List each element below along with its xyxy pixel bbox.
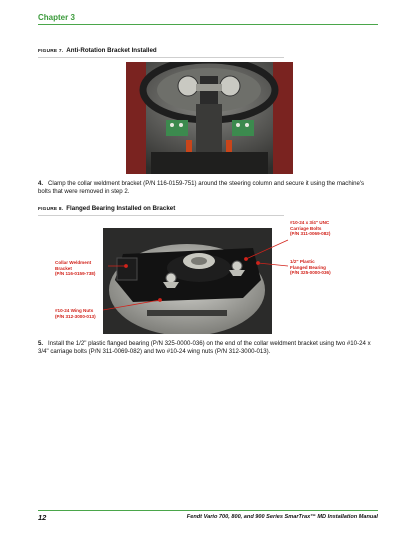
step-4-text: Clamp the collar weldment bracket (P/N 116-0159-751) around the steering column and secure it using the machine's bolts that were removed in step 2. [38, 180, 365, 196]
leader-wing-nuts [103, 300, 160, 310]
chapter-heading: Chapter 3 [38, 13, 75, 22]
callout-flanged-bearing-line2: Flanged Bearing [290, 264, 326, 270]
leader-wing-nuts-dot [159, 299, 162, 302]
figure-7-title: Anti-Rotation Bracket Installed [66, 47, 157, 54]
leader-flanged-bearing [258, 263, 288, 266]
callout-wing-nuts-line2: (P/N 312-3000-013) [55, 313, 96, 319]
callout-wing-nuts [55, 308, 96, 319]
callout-wing-nuts-line1: #10-24 Wing Nuts [55, 308, 94, 313]
step-5 [38, 340, 378, 356]
callout-carriage-bolts-line1: #10-24 x 3/4" UNC [290, 220, 330, 225]
callout-flanged-bearing-line3: (P/N 325-0000-036) [290, 270, 331, 276]
leader-carriage-bolts-dot [245, 258, 248, 261]
figure-7-label: FIGURE 7. [38, 49, 64, 54]
callout-collar-bracket-line1: Collar Weldment [55, 260, 92, 265]
callout-collar-bracket-line3: (P/N 116-0159-738) [55, 271, 96, 277]
callout-carriage-bolts [290, 220, 330, 237]
page-number: 12 [38, 513, 47, 522]
callout-carriage-bolts-line3: (P/N 311-0069-082) [290, 231, 331, 237]
callout-flanged-bearing [290, 259, 331, 276]
leader-flanged-bearing-dot [257, 262, 260, 265]
manual-title: Fendt Vario 700, 800, and 900 Series SmarTrax™ MD Installation Manual [186, 514, 378, 520]
figure-8-title: Flanged Bearing Installed on Bracket [66, 205, 176, 212]
leader-collar-bracket-dot [125, 265, 128, 268]
callout-collar-bracket-line2: Bracket [55, 265, 72, 271]
callout-carriage-bolts-line2: Carriage Bolts [290, 225, 322, 231]
step-5-number: 5. [38, 340, 44, 347]
footer-rule [38, 510, 378, 511]
step-4-number: 4. [38, 180, 44, 187]
step-5-text: Install the 1/2" plastic flanged bearing (P/N 325-0000-036) on the end of the collar weldment bracket using two #10-24 x 3/4" carriage bolts (P/N 311-0069-082) and two #10-24 wing nuts (P/N 312-3000-013). [38, 340, 371, 356]
figure-8-label: FIGURE 8. [38, 207, 64, 212]
leader-carriage-bolts [246, 240, 288, 259]
callout-flanged-bearing-line1: 1/2" Plastic [290, 259, 315, 264]
callout-collar-bracket [55, 260, 95, 277]
